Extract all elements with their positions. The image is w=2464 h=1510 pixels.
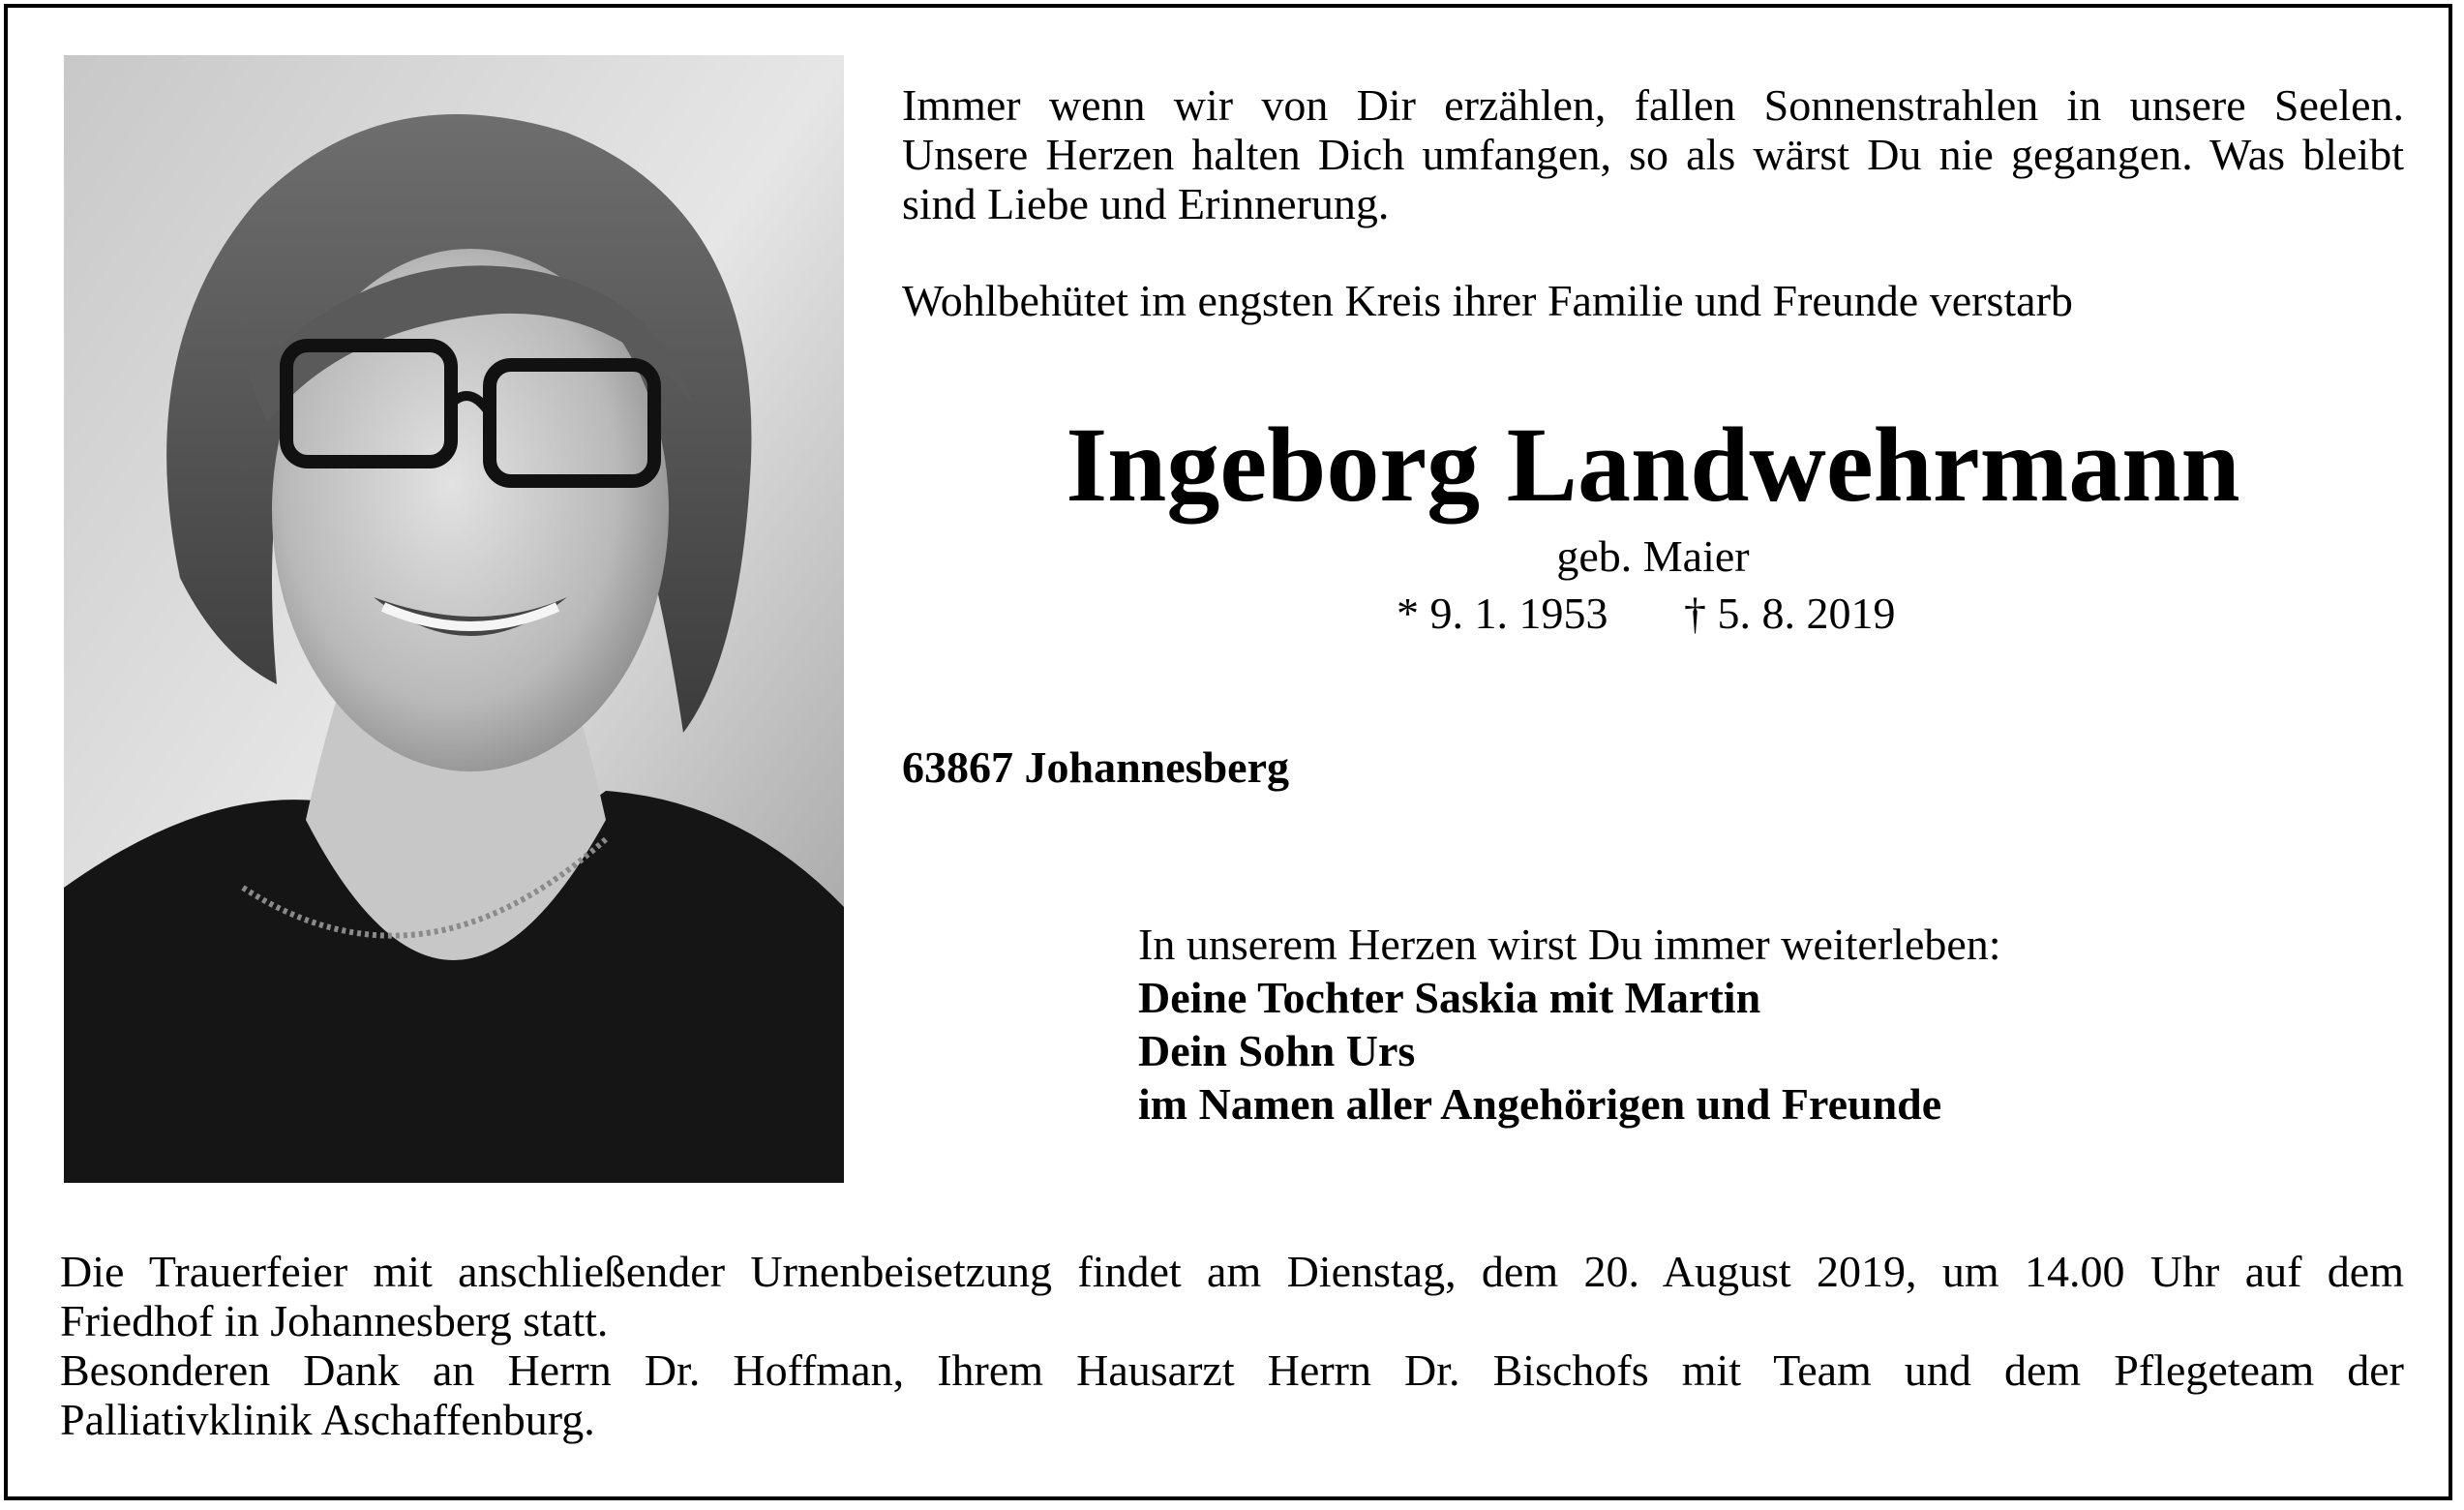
portrait-photo [64, 55, 844, 1183]
mourner-line: im Namen aller Angehörigen und Freunde [1138, 1079, 1942, 1129]
birth-date: * 9. 1. 1953 [1397, 589, 1608, 638]
ceremony-line: Palliativklinik Aschaffenburg. [60, 1395, 595, 1444]
ceremony-line: Besonderen Dank an Herrn Dr. Hoffman, Ihrem Hausarzt Herrn Dr. Bischofs mit Team und dem Pflegeteam der [60, 1345, 2404, 1395]
residence-place: 63867 Johannesberg [902, 742, 1289, 792]
mourner-line: Dein Sohn Urs [1138, 1026, 1416, 1075]
death-date: † 5. 8. 2019 [1684, 589, 1896, 638]
ceremony-info [60, 1247, 2404, 1444]
poem-line: Immer wenn wir von Dir erzählen, fallen Sonnenstrahlen in unsere Seelen. [902, 80, 2404, 130]
maiden-name: geb. Maier [1556, 531, 1750, 581]
poem-line: sind Liebe und Erinnerung. [902, 179, 1390, 228]
portrait-illustration [64, 55, 844, 1183]
memorial-poem [902, 80, 2404, 228]
ceremony-line: Die Trauerfeier mit anschließender Urnenbeisetzung findet am Dienstag, dem 20. August 2019, um 14.00 Uhr auf dem [60, 1247, 2404, 1296]
mourner-line: Deine Tochter Saskia mit Martin [1138, 973, 1761, 1022]
mourners-lead: In unserem Herzen wirst Du immer weiterleben: [1138, 920, 2001, 969]
deceased-name: Ingeborg Landwehrmann [1066, 406, 2240, 524]
poem-line: Unsere Herzen halten Dich umfangen, so als wärst Du nie gegangen. Was bleibt [902, 130, 2404, 179]
death-announcement-intro: Wohlbehütet im engsten Kreis ihrer Familie und Freunde verstarb [902, 276, 2073, 325]
ceremony-line: Friedhof in Johannesberg statt. [60, 1296, 609, 1345]
